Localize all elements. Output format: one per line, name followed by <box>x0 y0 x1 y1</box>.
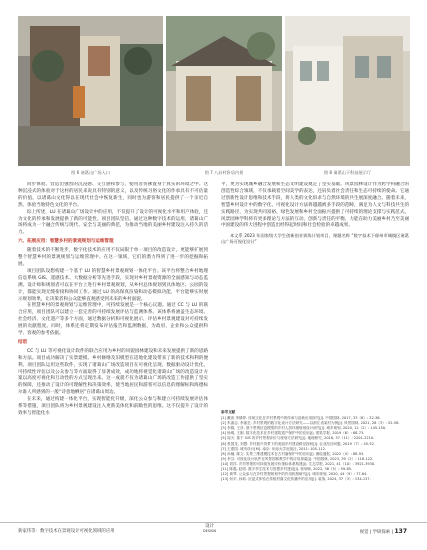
page-number: 137 <box>394 528 407 535</box>
reference-item: [13] 何平, 孙莉. 沉浸式体验在传统村落文化传播中的应用[J]. 装饰, 2024, 37（3）: 134-137. <box>221 477 371 482</box>
paragraph: CC 与 LU 等可视化设计软件的联合应用为乡村的风貌园林建设和未来发展提供了新的思路和方法。项目成功解决了实景建模、乡村修缮及旧模型在适地化建设带来了新的技术和利的便利。项目团队运用这些软件，实现了诸葛山广场改造项目在可视化呈现、数据驱动设计优化、可持续性评估以及公众参与等方面取得了显著成效，成功地将视觉化诸葛山广场的改造设计方案以高度可视化和互动性的方式呈现出来。这一成就不仅为诸葛山广场的改造工作提供了坚实的保障，还推动了设计的可理解性和决策效率，使当地居民和游客可以信息的理解标和海德标尔谁人所感到的一般“诗意地栖居”在诸葛山周边。 <box>18 348 208 396</box>
figure-caption: 图 6 诸葛山广场入口 <box>71 170 110 175</box>
paragraph: 随着技术的不断进步，数字化技术的应用不仅局限于单一项目的改造设计，更能够扩展到整个智慧乡村的景观规划与运维管理中。在这一领域，它们的潜力得到了进一步的挖掘和拓展。 <box>18 248 208 267</box>
paragraph: 在未来，通过构建一体化平台，实现智能化升级，深化公众参与和建立可持续发展评估体系等措施，项目团队将为乡村景观建设注入更新美体化和前瞻性的思维。这不仅提升了设计的效率与智能化水 <box>18 397 208 416</box>
right-column <box>221 182 409 407</box>
reference-item: [8] 孙楠, 陈文. 实景三维建模技术在古村落保护中的应用[J]. 测绘通报, 2022（4）: 88-93. <box>221 451 365 456</box>
paragraph: 综上所述，LU 在诸葛山广场设计中的应用，不仅提升了设计的可视化水平和用户体验，还为文化的传承和发展提供了新的可能性。项目团队坚信，通过这种数字技术的运用，诸葛山广场将成为一个融合传统与现代、安全与美丽的典范，为推动当地的美丽乡村建设注入持久的活力。 <box>18 209 208 236</box>
tech-hall-image <box>285 16 410 166</box>
reference-item: [7] 王建国. 城市设计[M]. 南京: 东南大学出版社, 2011: 105-112. <box>221 446 327 451</box>
reference-item: [1] 戴淡 李婧婷. 传统文化在乡村景观中的传承与创新应用探究[J]. 中国园林, 2017, 33（8）: 32-36. <box>221 416 381 421</box>
figure-village-interior <box>166 16 282 166</box>
figure-caption: 图 8 诸葛山下科技展示厅 <box>323 170 372 175</box>
reference-item: [2] 朱嘉志, 李嘉芸. 乡村景观的数字化设计方法研究——以浙江省某村为例[J]. 风景园林, 2021, 28（3）: 52-58. <box>221 421 400 426</box>
fund-note: 本文系 2023 年国家级大学生创新创业训练计划项目，课题名称 “数字技术下郁州市城镇区诸葛山广场可视化设计” <box>221 233 409 245</box>
references-title: 参考文献 <box>221 410 236 414</box>
figure-tech-hall <box>285 16 410 166</box>
reference-item: [11] 陈磊, 赵明. 数字孪生技术与智慧乡村建设[J]. 规划师, 2022, 38（5）: 59-65. <box>221 467 353 472</box>
footer-journal-mark <box>203 524 216 534</box>
reference-item: [6] 张国龙, 刘慧. 乡村振兴背景下的美丽乡村建设路径探析[J]. 农业经济问题, 2019（7）: 45-52. <box>221 441 375 446</box>
reference-item: [9] 李芬. 可视化设计软件在风景园林教学中的应用探索[J]. 中国园林, 2023, 39（2）: 118-122. <box>221 456 374 461</box>
paragraph: 平，更为实现城乡融合发展和生态文明建设奠定了坚实基础。风景园林设计作为跨学科融合的创造性综合领域，不仅承载着空间美学的表达，还肩负着社会责任和生态可持续的使命。它通过创新性设计思维和技术手段，将人类的文化诉求与自然环境的共生展深度融合。随着未来，智慧乡村设计中的数字化、可视化设计方法将越越被多手段的范畴，满足为人文与科技共生的实践路径，为实现共同富裕、绿色发展和乡村全面振兴提供了可持续的理论支撑与实践范式。风景园林学科将有更多理论与方法的互动、创新与责任的平衡，力能在助力美丽乡村乃至美丽中国建设的伟大进程中创造出经得起时间和社会检验的卓越成果。 <box>221 182 409 229</box>
paragraph: 项目团队设想构建一个基于 LU 的智慧乡村景观规划一体化平台。该平台将整合乡村地理信息系统 GIS、遥感技术、大数据分析等先进手段，实现对乡村景观资源的全面感知与动态监测。设计师和规划者可以在平台上进行乡村景观规划，从乡村总体规划到具体地区、公园的设计，都能实现无缝衔接和协同工作。通过 LU 的高保真渲染和动态模拟功能，平台能够实时展示规划效果，让决策者和公众能够直观感受到未来的乡村面貌。 <box>18 268 208 302</box>
footer-section <box>360 528 407 535</box>
footer-journal-cn: 设计 <box>205 524 214 529</box>
figure-plaza-entrance <box>18 16 163 166</box>
reference-item: [5] 周天. 基于 GIS 的乡村景观评价与规划方法研究[J]. 地理研究, 2018, 37（11）: 2201-2210. <box>221 436 375 441</box>
plaza-entrance-image <box>18 16 163 166</box>
reference-item: [10] 刘洋. 乡村景观的可持续发展评价指标体系构建[J]. 生态学报, 2021, 41（10）: 3921-3930. <box>221 461 376 466</box>
figure-caption: 图 7 八卦村卧居内景 <box>204 170 244 175</box>
footer-divider <box>0 522 427 523</box>
reference-item: [12] 黄琴. 公众参与在乡村景观规划中的作用机制研究[J]. 城市规划, 2020, 44（9）: 77-84. <box>221 472 368 477</box>
footer-journal-en: DESIGN <box>203 529 217 533</box>
footer-article-title: 新家伟等：数字技术在景观设计可视化领域的应用 <box>18 529 115 534</box>
paragraph: 在智慧乡村的景观规划与运维管理中，可持续发展是一个核心议题。通过 CC 与 LU 的联合应用，项目团队可以建立一套完善的可持续发展评估与监测体系。该体系将涵盖生态环境、社会经济、文化遗产等多个方面，通过数据分析和可视化展示，评估乡村景观建设对可持续发展的贡献程度。同时，体系还将定期发布评估报告和监测数据，为政府、企业和公众提供科学、客观的参考依据。 <box>18 303 208 337</box>
references <box>221 410 405 482</box>
village-interior-image <box>166 16 282 166</box>
conclusion-heading: 结语 <box>18 339 28 345</box>
paragraph: 同步体验。营造出强烈的沉浸感、交互感和参与，使用者仿佛置身于真实的环境之中。这种沉浸式的体验对于这村的居民来说具有特别的意义，以及传统习俗文化的作承具有不可估量的价值。以诸葛山文化得以在现代社会中恢复新生，同时也为游客和居民提供了一个亲近自然、体验当地特色文化的平台。 <box>18 182 208 208</box>
reference-item: [4] 杨明, 王刚. 数字化技术在乡村建筑遗产保护中的应用[J]. 建筑学报, 2019（6）: 68-73. <box>221 431 365 436</box>
left-column <box>18 182 208 520</box>
footer-section-label: 视觉 | 学研探索 | <box>359 530 394 535</box>
reference-item: [3] 李娟, 王彦. 基于景观信息模型的乡村人居环境规划设计研究[J]. 城乡规划, 2020, 12（2）: 145-150. <box>221 426 387 431</box>
section-heading: 六、拓展应用：智慧乡村的景观规划与运维管理 <box>18 239 114 245</box>
